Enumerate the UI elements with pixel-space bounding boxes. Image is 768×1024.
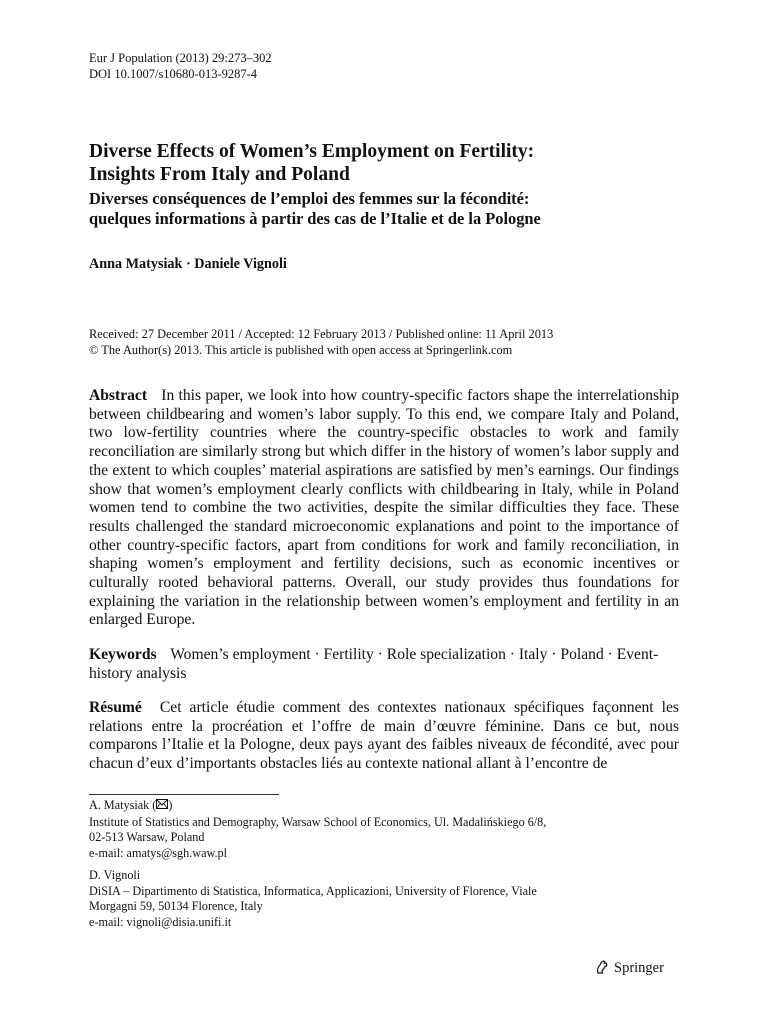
journal-citation: Eur J Population (2013) 29:273–302 (89, 51, 272, 65)
keywords-section (89, 646, 679, 683)
article-title (89, 140, 689, 186)
abstract-text: In this paper, we look into how country-specific factors shape the interrelationship between childbearing and women’s labor supply. To this end, we compare Italy and Poland, two low-fertility countries where the country-specific obstacles to work and family reconciliation are similarly strong but which differ in the history of women’s labor supply and the extent to which couples’ material aspirations are satisfied by men’s earnings. Our findings show that women’s employment clearly conflicts with childbearing in Italy, while in Poland women tend to combine the two activities, despite the similar difficulties they face. These results challenged the standard microeconomic explanations and point to the importance of other country-specific factors, apart from conditions for work and family reconciliation, in shaping women’s employment and fertility decisions, such as economic incentives or culturally rooted behavioral patterns. Overall, our study provides thus foundations for explaining the variation in the relationship between women’s employment and fertility in an enlarged Europe. (89, 387, 679, 629)
keywords-label: Keywords (89, 646, 157, 663)
author2-name: D. Vignoli (89, 868, 141, 882)
author1-name: A. Matysiak ( (89, 798, 157, 812)
abstract-section (89, 387, 679, 630)
author2-address: Morgagni 59, 50134 Florence, Italy (89, 899, 263, 914)
title-line-2: Insights From Italy and Poland (89, 164, 350, 185)
footnote-divider (89, 794, 279, 795)
publication-info (89, 326, 553, 358)
author2-footnote (89, 868, 689, 930)
resume-label: Résumé (89, 699, 142, 716)
author1-address: 02-513 Warsaw, Poland (89, 830, 205, 845)
copyright-line: © The Author(s) 2013. This article is published with open access at Springerlink.com (89, 343, 513, 357)
dates-line: Received: 27 December 2011 / Accepted: 12 February 2013 / Published online: 11 April 2013 (89, 327, 554, 341)
publisher-name: Springer (614, 960, 664, 976)
article-subtitle (89, 189, 709, 229)
envelope-icon (156, 799, 168, 815)
resume-text: Cet article étudie comment des contextes nationaux spécifiques façonnent les relations entre la procréation et l’offre de main d’œuvre féminine. Dans ce but, nous comparons l’Italie et la Pologne, deux pays ayant des faibles niveaux de fécondité, avec pour chacun d’eux d’importants obstacles liés au contexte national allant à l’encontre de (89, 699, 679, 773)
subtitle-line-1: Diverses conséquences de l’emploi des femmes sur la fécondité: (89, 189, 530, 208)
author1-name-line (89, 798, 689, 815)
resume-section (89, 699, 679, 774)
title-line-1: Diverse Effects of Women’s Employment on Fertility: (89, 141, 535, 162)
journal-header (89, 50, 272, 82)
author1-name-end: ) (168, 798, 173, 812)
springer-horse-icon (594, 959, 610, 975)
publisher-mark (594, 959, 664, 977)
author1-email[interactable]: e-mail: amatys@sgh.waw.pl (89, 845, 228, 860)
abstract-label: Abstract (89, 387, 148, 404)
subtitle-line-2: quelques informations à partir des cas de l’Italie et de la Pologne (89, 209, 541, 228)
author-list: Anna Matysiak · Daniele Vignoli (89, 256, 287, 272)
author1-affiliation: Institute of Statistics and Demography, Warsaw School of Economics, Ul. Madalińskiego 6/8, (89, 814, 547, 829)
author2-affiliation: DiSIA – Dipartimento di Statistica, Informatica, Applicazioni, University of Florence, Viale (89, 883, 537, 898)
author1-footnote (89, 798, 689, 861)
journal-doi: DOI 10.1007/s10680-013-9287-4 (89, 67, 258, 81)
author2-email[interactable]: e-mail: vignoli@disia.unifi.it (89, 914, 232, 929)
keywords-text: Women’s employment · Fertility · Role specialization · Italy · Poland · Event-history analysis (89, 646, 659, 682)
